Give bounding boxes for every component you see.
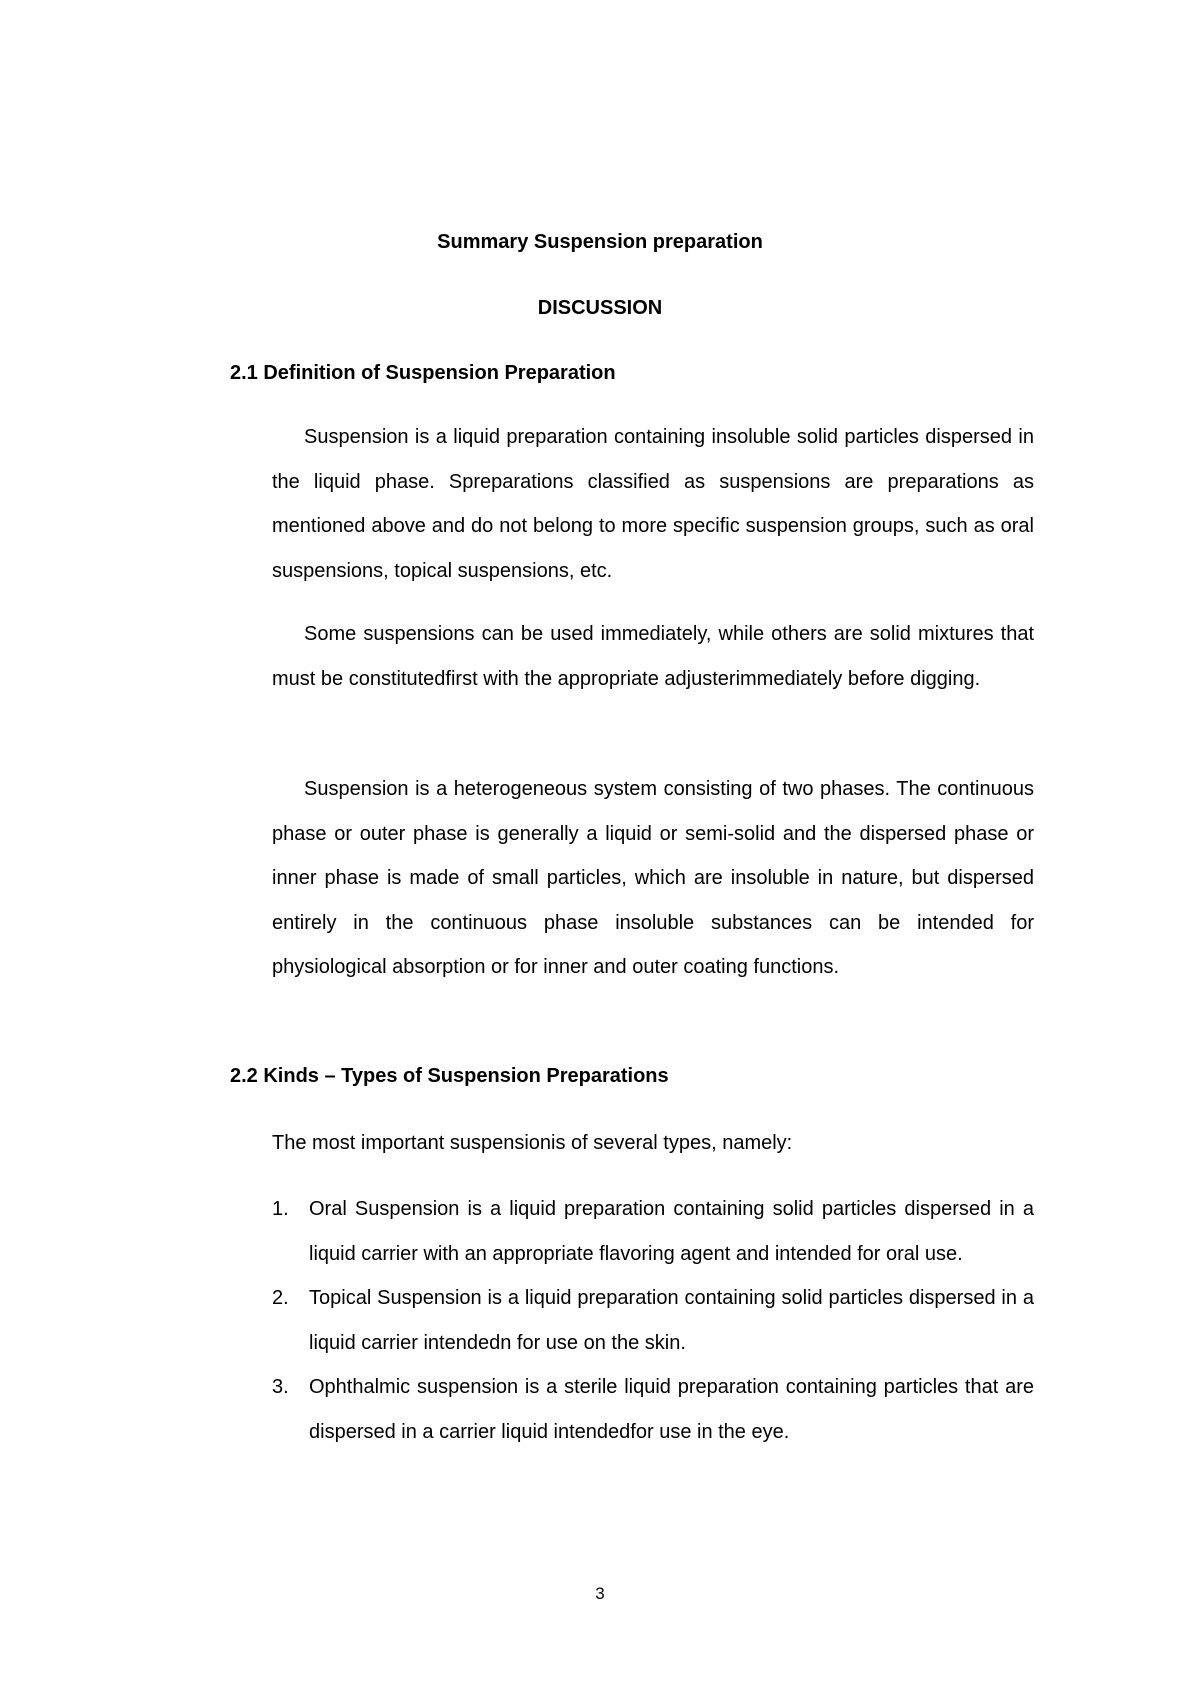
- section-heading-types: 2.2 Kinds – Types of Suspension Preparations: [230, 1065, 669, 1087]
- list-item-number: 2.: [272, 1287, 289, 1309]
- paragraph-definition: Suspension is a liquid preparation containing insoluble solid particles dispersed in the liquid phase. Spreparations classified as suspensions are preparations as mentioned above and do not belong to more specific suspension groups, such as oral suspensions, topical suspensions, etc.: [272, 426, 1034, 582]
- list-item: [272, 1187, 1034, 1276]
- section-heading-definition: 2.1 Definition of Suspension Preparation: [230, 362, 616, 384]
- list-item-number: 3.: [272, 1376, 289, 1398]
- page-number: 3: [595, 1584, 605, 1603]
- list-item-number: 1.: [272, 1198, 289, 1220]
- paragraph-usage: Some suspensions can be used immediately, while others are solid mixtures that must be constitutedfirst with the appropriate adjusterimmediately before digging.: [272, 623, 1034, 690]
- document-title: Summary Suspension preparation: [437, 231, 763, 253]
- paragraph-heterogeneous-system: Suspension is a heterogeneous system consisting of two phases. The continuous phase or outer phase is generally a liquid or semi-solid and the dispersed phase or inner phase is made of small particles, which are insoluble in nature, but dispersed entirely in the continuous phase insoluble substances can be intended for physiological absorption or for inner and outer coating functions.: [272, 778, 1034, 978]
- list-item-text: Topical Suspension is a liquid preparation containing solid particles dispersed in a liquid carrier intendedn for use on the skin.: [309, 1287, 1034, 1354]
- types-list: [272, 1187, 1034, 1454]
- section-title-discussion: DISCUSSION: [537, 297, 663, 319]
- list-item-text: Oral Suspension is a liquid preparation containing solid particles dispersed in a liquid carrier with an appropriate flavoring agent and intended for oral use.: [309, 1198, 1034, 1265]
- list-item: [272, 1276, 1034, 1365]
- list-item: [272, 1365, 1034, 1454]
- list-item-text: Ophthalmic suspension is a sterile liquid preparation containing particles that are dispersed in a carrier liquid intendedfor use in the eye.: [309, 1376, 1034, 1443]
- types-intro: The most important suspensionis of several types, namely:: [272, 1132, 793, 1154]
